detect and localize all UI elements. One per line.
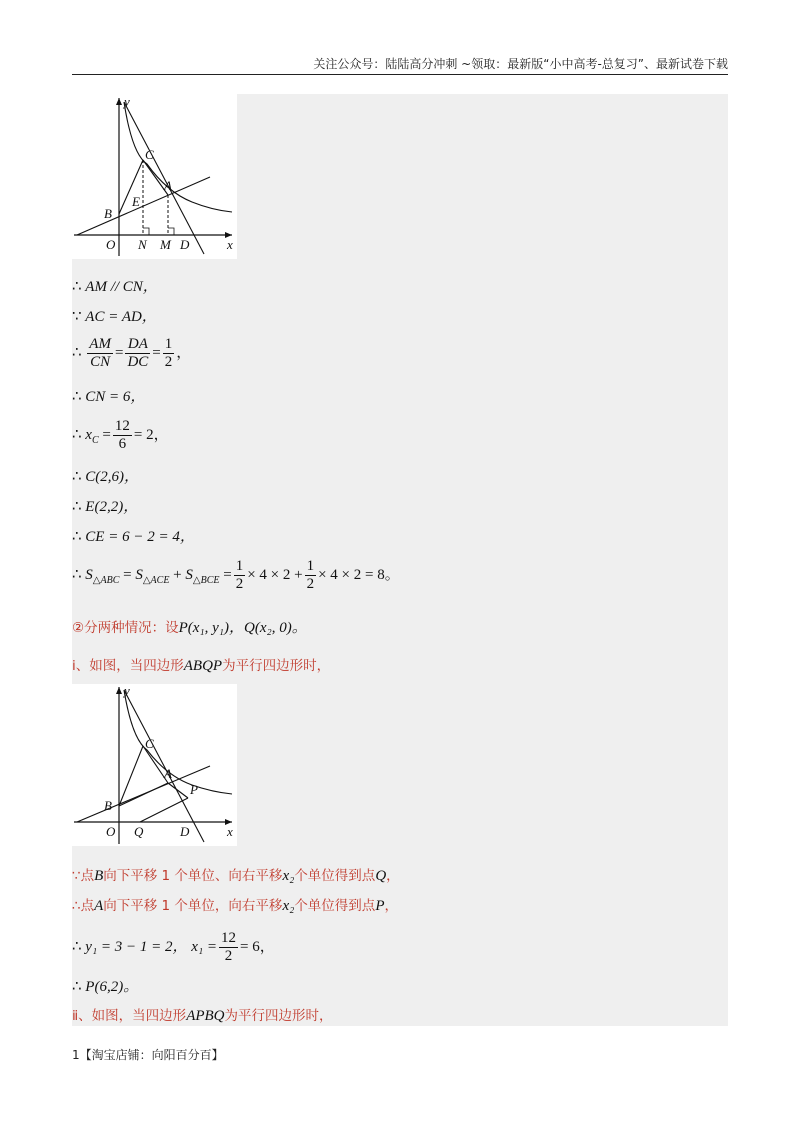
case-i-step-1: ∵点B向下平移 1 个单位、向右平移x₂个单位得到点Q， [72, 868, 400, 884]
svg-text:B: B [104, 206, 112, 221]
svg-text:x: x [227, 237, 233, 252]
step-2: ∵ AC = AD， [72, 307, 157, 325]
svg-text:P: P [190, 782, 198, 797]
svg-text:y: y [124, 94, 130, 109]
svg-text:Q: Q [134, 824, 144, 839]
svg-text:E: E [132, 194, 140, 209]
step-1: ∴ AM // CN， [72, 277, 158, 295]
step-9-area: ∴ $S_{\triangle ABC} = S_{\triangle ACE} + S_{\triangle BCE}$ = $\frac{1}{2}$ × 4 × 2 + $\frac{1}{2}$ × 4 × 2 = 8。 [72, 558, 400, 592]
step-5: ∴ $x_C$ = $\frac{12}{6}$ = 2， [72, 418, 169, 452]
svg-text:D: D [180, 237, 190, 252]
page-footer: 1【淘宝店铺：向阳百分百】 [72, 1048, 224, 1062]
step-3: ∴ $\frac{AM}{CN}$ = $\frac{DA}{DC}$ = $\frac{1}{2}$ ， [72, 336, 192, 370]
svg-text:B: B [104, 798, 112, 813]
case-ii-heading: ⅱ、如图，当四边形APBQ为平行四边形时， [72, 1008, 333, 1024]
case-i-step-2: ∴点A向下平移 1 个单位，向右平移x₂个单位得到点P， [72, 898, 398, 914]
step-8: ∴ CE = 6 − 2 = 4， [72, 527, 195, 545]
svg-text:M: M [160, 237, 171, 252]
svg-text:A: A [164, 178, 172, 193]
figure-1-graph [72, 94, 237, 259]
figure-1 [72, 94, 237, 259]
case-i-step-4: ∴ P(6,2)。 [72, 977, 139, 995]
case-i-heading: ⅰ、如图，当四边形ABQP为平行四边形时， [72, 658, 331, 674]
svg-text:x: x [227, 824, 233, 839]
figure-2 [72, 684, 237, 846]
svg-text:A: A [164, 766, 172, 781]
svg-text:O: O [106, 824, 116, 839]
case-intro: ②分两种情况：设P(x₁, y₁)，Q(x₂, 0)。 [72, 620, 307, 636]
step-4: ∴ CN = 6， [72, 387, 146, 405]
case-i-step-3: ∴ y₁ = 3 − 1 = 2， x₁ = $\frac{12}{2}$ = 6， [72, 930, 275, 964]
svg-text:y: y [124, 684, 130, 698]
step-6: ∴ C(2,6)， [72, 467, 140, 485]
svg-text:D: D [180, 824, 190, 839]
page-header: 关注公众号：陆陆高分冲刺 ~领取：最新版“小中高考-总复习”、最新试卷下载 [72, 56, 728, 75]
svg-text:C: C [145, 147, 154, 162]
svg-text:O: O [106, 237, 116, 252]
step-7: ∴ E(2,2)， [72, 497, 139, 515]
svg-text:C: C [145, 736, 154, 751]
figure-2-graph [72, 684, 237, 846]
svg-text:N: N [138, 237, 147, 252]
